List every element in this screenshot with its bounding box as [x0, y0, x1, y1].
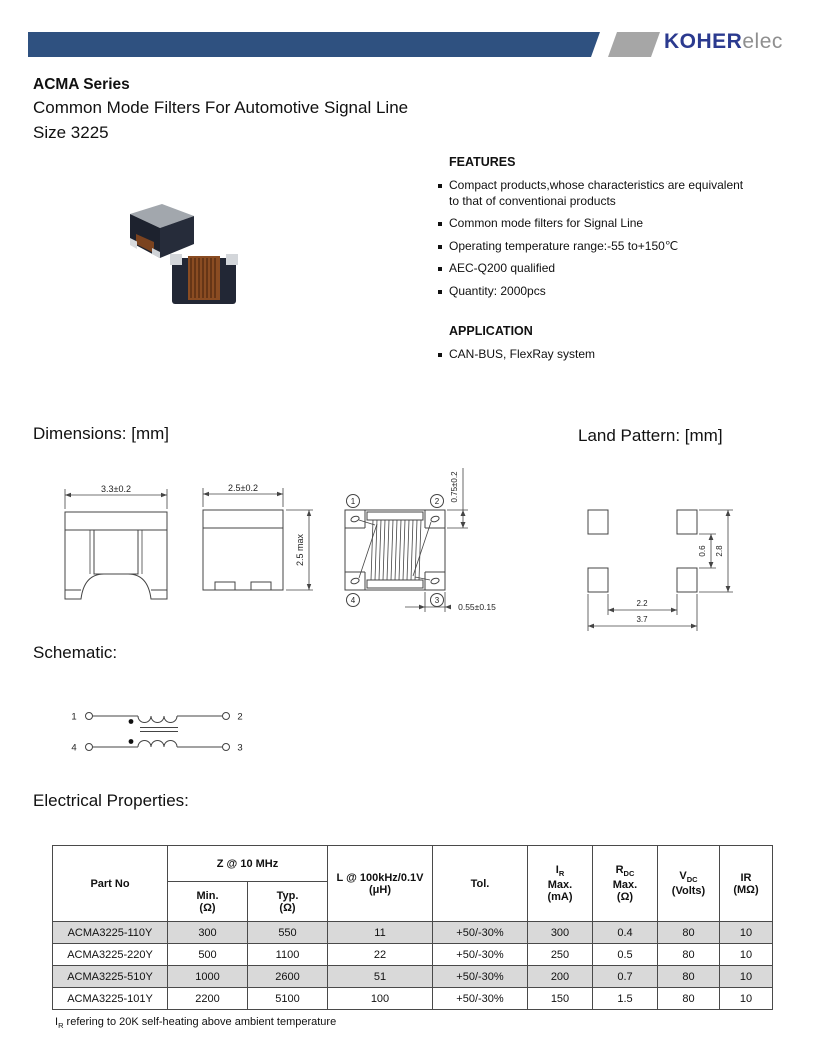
min-label: Min.	[196, 889, 219, 902]
vdc-symbol: V	[679, 870, 687, 883]
table-cell: 500	[168, 944, 248, 966]
table-cell: +50/-30%	[433, 922, 528, 944]
dim-label-side-height: 2.5 max	[295, 533, 305, 567]
ir-subscript: R	[558, 869, 565, 879]
bullet-icon	[438, 222, 442, 226]
col-header-rdc-max	[593, 846, 658, 922]
bullet-icon	[438, 353, 442, 357]
table-cell: 550	[248, 922, 328, 944]
col-header-part-no: Part No	[53, 846, 168, 922]
rdc-subscript: DC	[623, 869, 635, 879]
vdc-subscript: DC	[686, 875, 698, 885]
rdc-unit: (Ω)	[616, 890, 634, 903]
pin-number-3: 3	[434, 596, 440, 605]
table-cell: 10	[720, 966, 773, 988]
ir-max-label: Max.	[547, 878, 573, 891]
dim-label-terminal-height: 0.75±0.2	[450, 471, 459, 503]
table-cell: 2600	[248, 966, 328, 988]
col-header-vdc	[658, 846, 720, 922]
schematic-pin-2: 2	[237, 711, 243, 723]
table-row	[53, 922, 773, 944]
table-cell: +50/-30%	[433, 966, 528, 988]
section-title-land-pattern: Land Pattern: [mm]	[578, 426, 723, 445]
col-header-l	[328, 846, 433, 922]
table-cell: 80	[658, 922, 720, 944]
table-cell: 11	[328, 922, 433, 944]
table-cell: 1000	[168, 966, 248, 988]
col-header-ir-mohm	[720, 846, 773, 922]
typ-label: Typ.	[276, 889, 299, 902]
table-cell: 22	[328, 944, 433, 966]
col-header-z-group: Z @ 10 MHz	[168, 846, 328, 882]
table-cell: 200	[528, 966, 593, 988]
table-cell: 0.4	[593, 922, 658, 944]
col-header-min	[168, 882, 248, 922]
feature-item	[438, 178, 778, 209]
table-cell: 80	[658, 966, 720, 988]
series-size: Size 3225	[33, 123, 109, 142]
ir-mohm-label: IR	[740, 871, 752, 884]
land-label-outer-h: 3.7	[636, 615, 648, 624]
application-block	[438, 324, 778, 363]
feature-text: Operating temperature range:-55 to+150℃	[449, 238, 679, 253]
table-row	[53, 966, 773, 988]
table-cell: 10	[720, 988, 773, 1010]
section-title-dimensions: Dimensions: [mm]	[33, 424, 170, 443]
table-cell: +50/-30%	[433, 988, 528, 1010]
header-bar	[28, 32, 600, 57]
pin-number-1: 1	[350, 497, 356, 506]
table-cell: 1100	[248, 944, 328, 966]
dim-label-terminal-width: 0.55±0.15	[458, 602, 496, 612]
table-cell: 0.5	[593, 944, 658, 966]
feature-item	[438, 261, 778, 277]
col-header-l-label: L @ 100kHz/0.1V	[336, 871, 424, 884]
dim-label-side-width: 2.5±0.2	[228, 483, 258, 493]
schematic-drawing	[60, 698, 310, 773]
feature-text: Compact products,whose characteristics are equivalent to that of conventionai products	[449, 178, 744, 208]
features-block	[438, 155, 778, 369]
typ-unit: (Ω)	[279, 901, 296, 914]
application-text: CAN-BUS, FlexRay system	[449, 346, 596, 361]
rdc-max-label: Max.	[612, 878, 638, 891]
feature-text: Common mode filters for Signal Line	[449, 216, 644, 231]
feature-text: AEC-Q200 qualified	[449, 261, 556, 276]
drawing-side-view	[195, 482, 325, 604]
table-cell: +50/-30%	[433, 944, 528, 966]
table-cell: 300	[528, 922, 593, 944]
series-title: ACMA Series	[33, 76, 130, 93]
brand-logo-bold: KOHER	[664, 30, 743, 53]
land-label-pad-gap-v: 0.6	[698, 545, 707, 557]
table-cell: 10	[720, 944, 773, 966]
table-cell: 250	[528, 944, 593, 966]
application-item	[438, 347, 778, 363]
title-block	[33, 76, 408, 143]
min-unit: (Ω)	[199, 901, 216, 914]
table-cell: 1.5	[593, 988, 658, 1010]
application-heading: APPLICATION	[449, 323, 533, 338]
footnote-symbol: I	[55, 1016, 59, 1028]
vdc-unit: (Volts)	[671, 884, 706, 897]
section-title-schematic: Schematic:	[33, 643, 118, 662]
table-cell: 2200	[168, 988, 248, 1010]
brand-logo	[664, 30, 783, 54]
schematic-pin-4: 4	[71, 742, 77, 754]
ir-mohm-unit: (MΩ)	[733, 883, 759, 896]
brand-logo-light: elec	[742, 30, 783, 53]
product-image	[100, 192, 260, 327]
bullet-icon	[438, 267, 442, 271]
land-pattern-drawing	[575, 488, 785, 640]
dim-label-front-width: 3.3±0.2	[101, 484, 131, 494]
feature-item	[438, 284, 778, 300]
table-cell: ACMA3225-101Y	[53, 988, 168, 1010]
table-cell: ACMA3225-220Y	[53, 944, 168, 966]
table-cell: 80	[658, 944, 720, 966]
drawing-front-view	[55, 482, 205, 604]
rdc-symbol: R	[615, 864, 624, 877]
series-subtitle: Common Mode Filters For Automotive Signal Line	[33, 98, 409, 117]
col-header-tol: Tol.	[433, 846, 528, 922]
feature-item	[438, 239, 778, 255]
table-cell: ACMA3225-110Y	[53, 922, 168, 944]
header-accent-bar	[608, 32, 660, 57]
table-cell: 0.7	[593, 966, 658, 988]
land-label-inner-h: 2.2	[636, 599, 648, 608]
feature-item	[438, 216, 778, 232]
schematic-pin-1: 1	[71, 711, 77, 723]
features-heading: FEATURES	[449, 155, 516, 169]
footnote-text: refering to 20K self-heating above ambient temperature	[63, 1016, 337, 1028]
table-cell: 51	[328, 966, 433, 988]
table-row	[53, 944, 773, 966]
drawing-top-view	[335, 465, 515, 620]
bullet-icon	[438, 184, 442, 188]
ir-unit: (mA)	[547, 890, 573, 903]
ir-symbol: I	[555, 864, 559, 877]
col-header-ir-max	[528, 846, 593, 922]
col-header-typ	[248, 882, 328, 922]
table-cell: 5100	[248, 988, 328, 1010]
schematic-pin-3: 3	[237, 742, 243, 754]
col-header-l-unit: (μH)	[369, 883, 391, 896]
feature-text: Quantity: 2000pcs	[449, 283, 546, 298]
table-cell: 10	[720, 922, 773, 944]
land-label-outer-v: 2.8	[715, 545, 724, 557]
section-title-electrical: Electrical Properties:	[33, 791, 189, 810]
bullet-icon	[438, 245, 442, 249]
table-cell: 300	[168, 922, 248, 944]
table-cell: 150	[528, 988, 593, 1010]
footnote-subscript: R	[58, 1021, 64, 1031]
pin-number-4: 4	[350, 596, 356, 605]
pin-number-2: 2	[434, 497, 440, 506]
table-row	[53, 988, 773, 1010]
bullet-icon	[438, 290, 442, 294]
electrical-properties-table	[52, 845, 773, 1010]
footnote	[55, 1016, 336, 1030]
table-cell: ACMA3225-510Y	[53, 966, 168, 988]
table-cell: 100	[328, 988, 433, 1010]
table-cell: 80	[658, 988, 720, 1010]
